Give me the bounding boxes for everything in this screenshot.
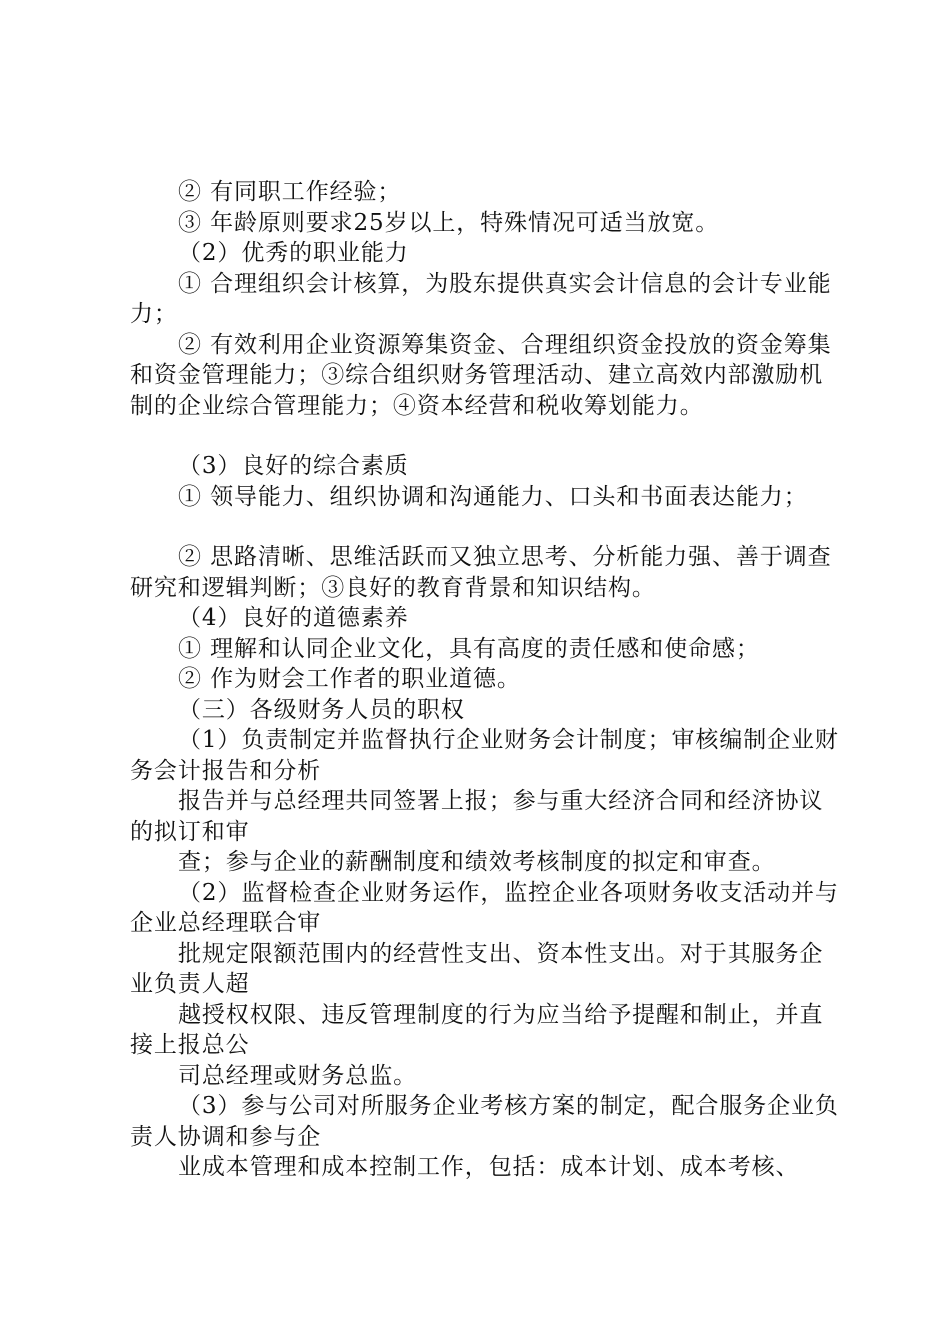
- document-body: [130, 177, 842, 1183]
- paragraph-accounting-ability: ① 合理组织会计核算，为股东提供真实会计信息的会计专业能力；: [130, 270, 832, 327]
- paragraph-authority-2b: 批规定限额范围内的经营性支出、资本性支出。对于其服务企业负责人超: [130, 940, 824, 997]
- paragraph-gap: [130, 421, 842, 451]
- paragraph-experience: ② 有同职工作经验；: [178, 179, 402, 205]
- heading-authority: （三）各级财务人员的职权: [178, 696, 465, 723]
- paragraph-age-requirement: ③ 年龄原则要求25岁以上，特殊情况可适当放宽。: [178, 209, 720, 236]
- heading-comprehensive-quality: （3）良好的综合素质: [178, 453, 409, 479]
- heading-moral-quality: （4）良好的道德素养: [178, 605, 409, 631]
- paragraph-leadership-ability: ① 领导能力、组织协调和沟通能力、口头和书面表达能力；: [178, 483, 808, 510]
- paragraph-authority-3a: （3）参与公司对所服务企业考核方案的制定，配合服务企业负责人协调和参与企: [130, 1093, 839, 1150]
- paragraph-gap: [130, 512, 842, 542]
- paragraph-professional-ethics: ② 作为财会工作者的职业道德。: [178, 666, 521, 692]
- paragraph-authority-2c: 越授权权限、违反管理制度的行为应当给予提醒和制止，并直接上报总公: [130, 1001, 824, 1058]
- paragraph-authority-1c: 查；参与企业的薪酬制度和绩效考核制度的拟定和审查。: [178, 849, 776, 875]
- paragraph-authority-3b: 业成本管理和成本控制工作，包括：成本计划、成本考核、: [178, 1154, 800, 1180]
- heading-professional-ability: （2）优秀的职业能力: [178, 240, 409, 266]
- paragraph-authority-1a: （1）负责制定并监督执行企业财务会计制度；审核编制企业财务会计报告和分析: [130, 727, 839, 784]
- paragraph-authority-2a: （2）监督检查企业财务运作，监控企业各项财务收支活动并与企业总经理联合审: [130, 879, 839, 936]
- paragraph-authority-1b: 报告并与总经理共同签署上报；参与重大经济合同和经济协议的拟订和审: [130, 788, 824, 845]
- paragraph-authority-2d: 司总经理或财务总监。: [178, 1062, 417, 1089]
- paragraph-thinking-ability: ② 思路清晰、思维活跃而又独立思考、分析能力强、善于调查研究和逻辑判断；③良好的教育背景和知识结构。: [130, 544, 832, 601]
- paragraph-financial-management-ability: ② 有效利用企业资源筹集资金、合理组织资金投放的资金筹集和资金管理能力；③综合组织财务管理活动、建立高效内部激励机制的企业综合管理能力；④资本经营和税收筹划能力。: [130, 331, 832, 419]
- paragraph-corporate-culture: ① 理解和认同企业文化，具有高度的责任感和使命感；: [178, 635, 760, 662]
